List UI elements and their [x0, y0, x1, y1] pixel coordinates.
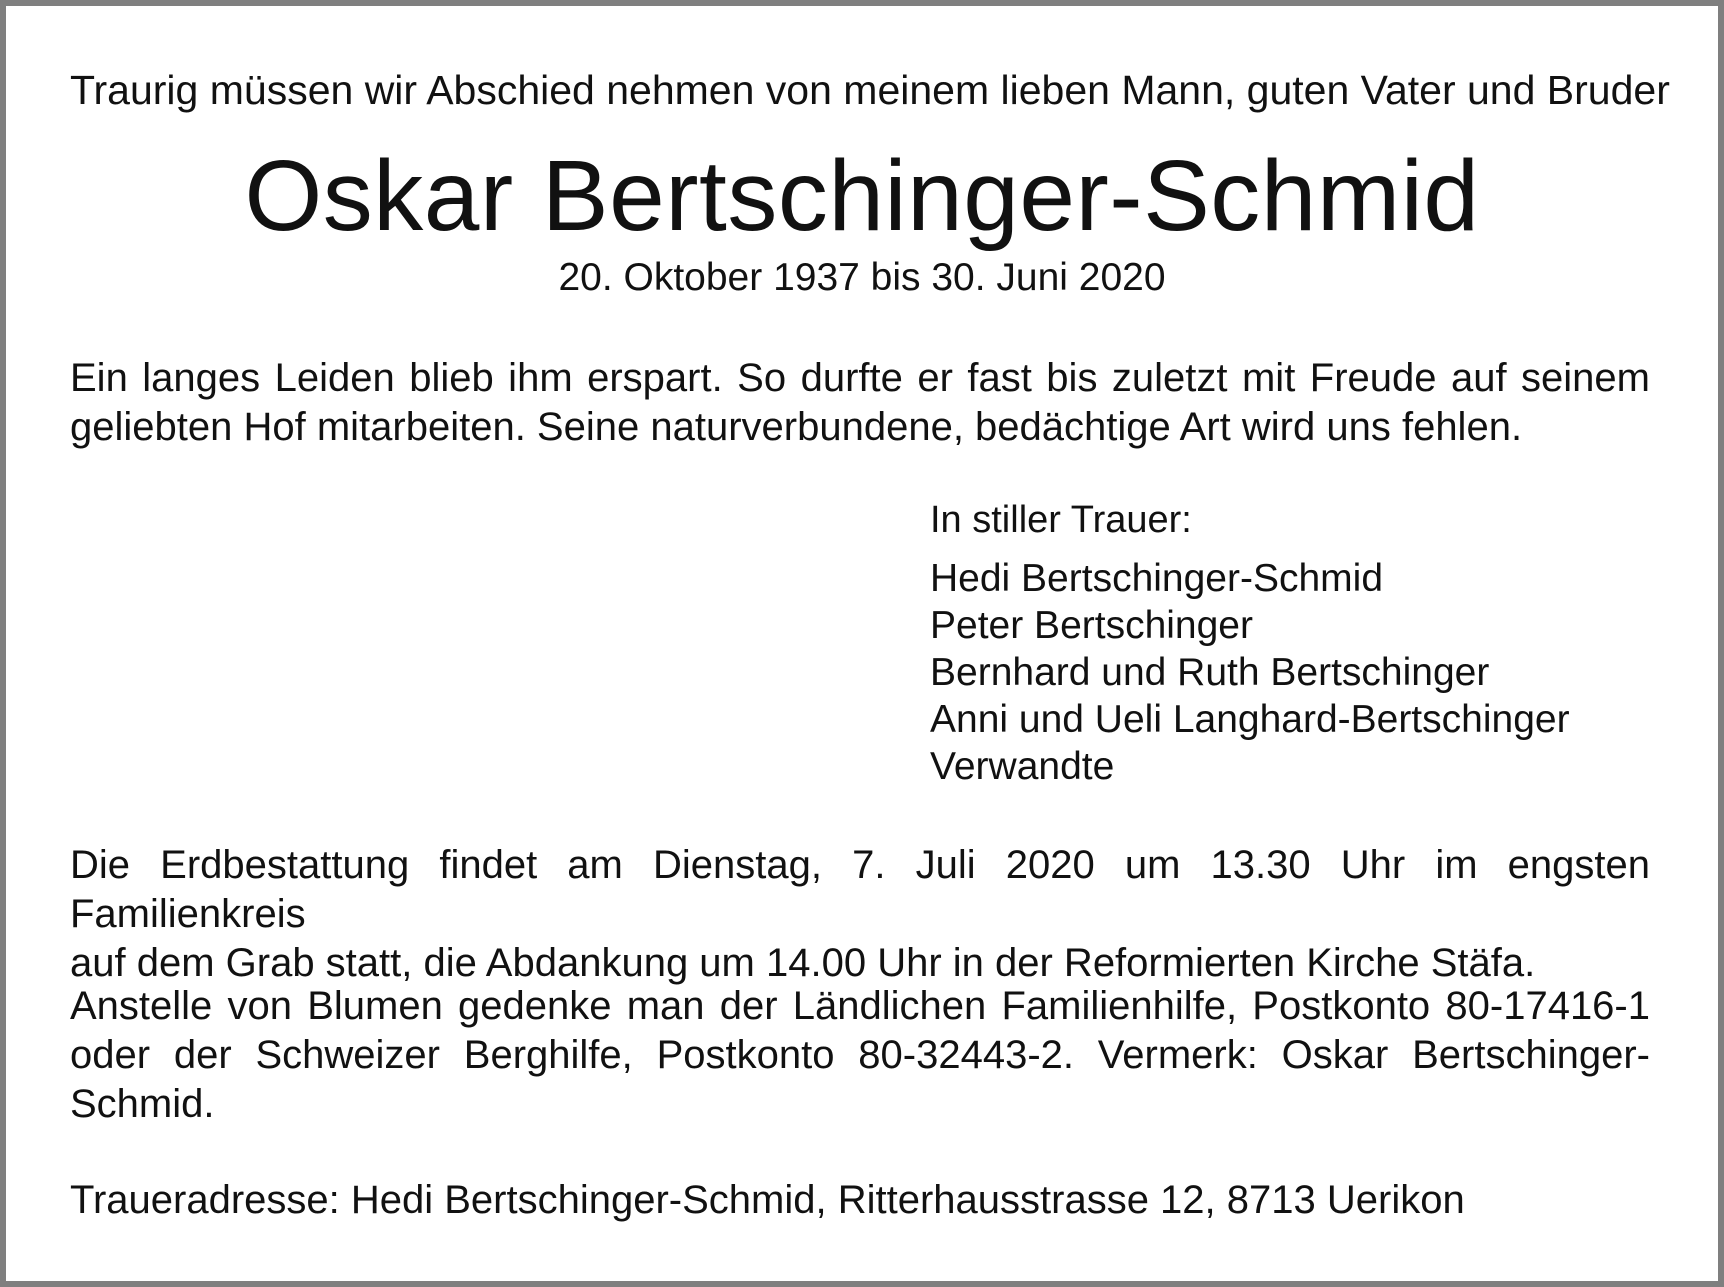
mourner-name: Anni und Ueli Langhard-Bertschinger — [930, 698, 1570, 741]
donation-line-1: Anstelle von Blumen gedenke man der Ländlichen Familienhilfe, Postkonto 80-17416-1 — [70, 984, 1650, 1028]
funeral-line-2: auf dem Grab statt, die Abdankung um 14.00 Uhr in der Reformierten Kirche Stäfa. — [70, 941, 1536, 985]
mourner-name: Peter Bertschinger — [930, 604, 1253, 647]
donation-line-2: oder der Schweizer Berghilfe, Postkonto 80-32443-2. Vermerk: Oskar Bertschinger- — [70, 1033, 1650, 1077]
funeral-details-paragraph — [70, 841, 1650, 988]
donation-line-3: Schmid. — [70, 1082, 215, 1126]
obituary-notice — [6, 6, 1718, 1281]
intro-text: Traurig müssen wir Abschied nehmen von meinem lieben Mann, guten Vater und Bruder — [70, 67, 1670, 113]
mourning-heading: In stiller Trauer: — [930, 499, 1192, 541]
mourners-list — [930, 555, 1570, 790]
mourner-name: Hedi Bertschinger-Schmid — [930, 557, 1384, 600]
mourning-address: Traueradresse: Hedi Bertschinger-Schmid, Ritterhausstrasse 12, 8713 Uerikon — [70, 1178, 1465, 1222]
deceased-name: Oskar Bertschinger-Schmid — [244, 140, 1480, 252]
tribute-line-2: geliebten Hof mitarbeiten. Seine naturverbundene, bedächtige Art wird uns fehlen. — [70, 405, 1523, 449]
donation-paragraph — [70, 982, 1650, 1129]
mourner-name: Verwandte — [930, 745, 1115, 788]
funeral-line-1: Die Erdbestattung findet am Dienstag, 7. Juli 2020 um 13.30 Uhr im engsten Familienkreis — [70, 843, 1650, 936]
tribute-paragraph — [70, 354, 1650, 452]
mourner-name: Bernhard und Ruth Bertschinger — [930, 651, 1490, 694]
mourners-block — [930, 497, 1570, 790]
life-dates: 20. Oktober 1937 bis 30. Juni 2020 — [558, 256, 1166, 299]
tribute-line-1: Ein langes Leiden blieb ihm erspart. So durfte er fast bis zuletzt mit Freude auf seinem — [70, 356, 1650, 400]
